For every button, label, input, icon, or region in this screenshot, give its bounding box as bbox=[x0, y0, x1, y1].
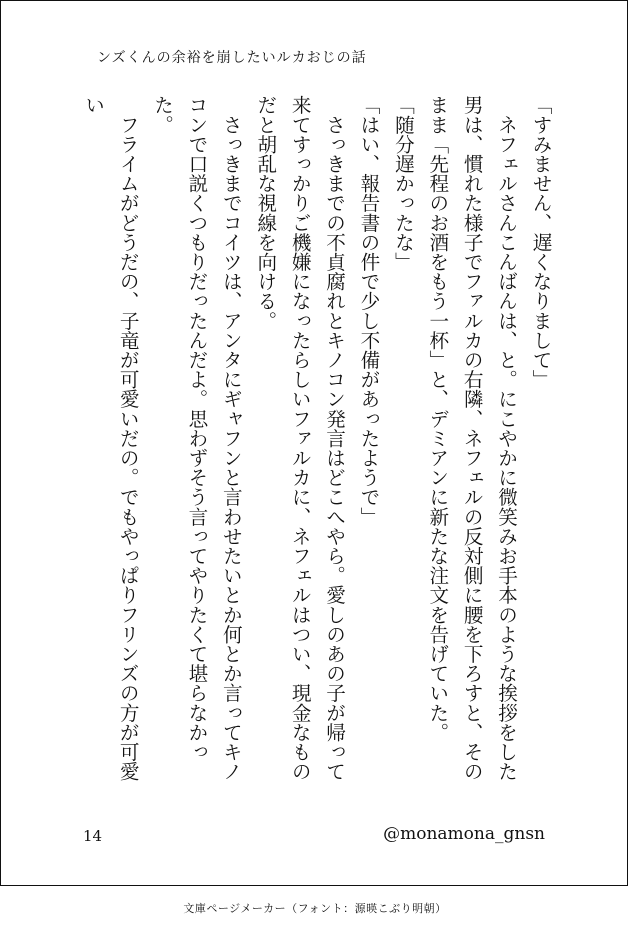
paragraph: さっきまでコイツは、アンタにギャフンと言わせたいとか何とか言ってキノコンで口説くつもりだったんだよ。思わずそう言ってやりたくて堪らなかった。 bbox=[150, 95, 243, 781]
generator-caption: 文庫ページメーカー（フォント：源暎こぶり明朝） bbox=[183, 902, 447, 915]
author-handle: @monamona_gnsn bbox=[383, 824, 545, 844]
paragraph: フライムがどうだの、子竜が可愛いだの。でもやっぱりフリンズの方が可愛い bbox=[81, 95, 140, 781]
paragraph: ネフェルさんこんばんは、と。にこやかに微笑みお手本のような挨拶をした男は、慣れた様子でファルカの右隣、ネフェルの反対側に腰を下ろすと、そのまま「先程のお酒をもう一杯」と、デミアンに新たな注文を告げていた。 bbox=[425, 95, 518, 781]
vertical-body-text bbox=[81, 95, 557, 785]
page-number: 14 bbox=[83, 827, 103, 845]
paragraph: 「随分遅かったな」 bbox=[391, 95, 415, 272]
paragraph: 「はい、報告書の件で少し不備があったようで」 bbox=[356, 95, 380, 527]
running-header-title: ンズくんの余裕を崩したいルカおじの話 bbox=[97, 50, 367, 66]
paragraph: さっきまでの不貞腐れとキノコン発言はどこへやら。愛しのあの子が帰って来てすっかりご機嫌になったらしいファルカに、ネフェルはつい、現金なものだと胡乱な視線を向ける。 bbox=[253, 95, 346, 781]
paragraph: 「すみません、遅くなりまして」 bbox=[529, 95, 552, 389]
